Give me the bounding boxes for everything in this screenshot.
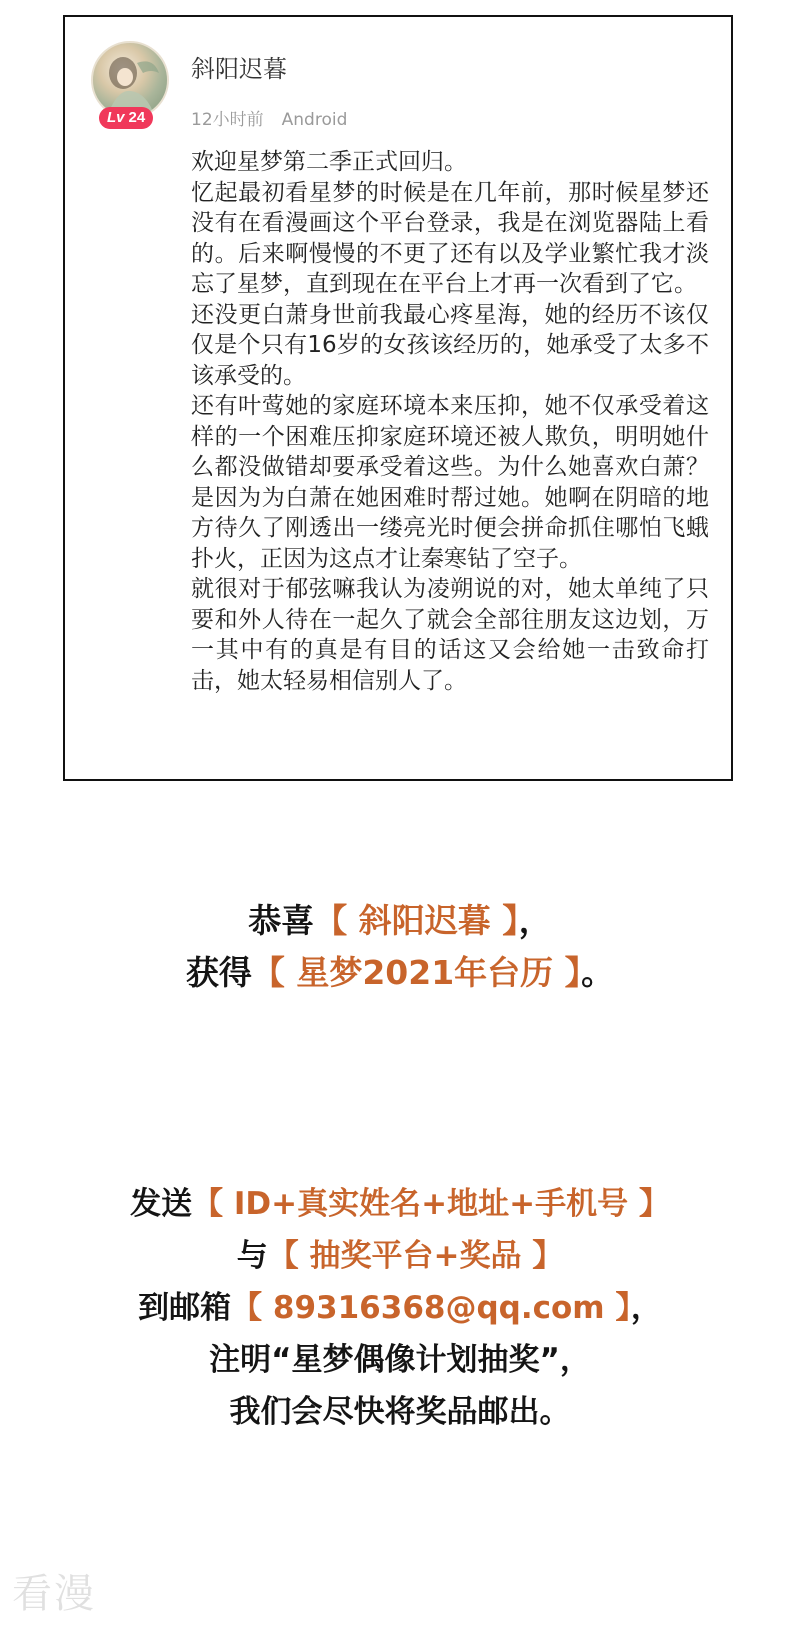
comment-paragraph: 欢迎星梦第二季正式回归。 [191, 149, 467, 175]
and-label: 与 [236, 1238, 268, 1274]
comment-paragraph: 忆起最初看星梦的时候是在几年前，那时候星梦还没有在看漫画这个平台登录，我是在浏览器陆上看的。后来啊慢慢的不更了还有以及学业繁忙我才淡忘了星梦，直到现在在平台上才再一次看到了它。 [191, 179, 709, 297]
congrats-prefix: 恭喜 [248, 901, 315, 940]
avatar-illustration [93, 43, 167, 117]
winner-name: 【 斜阳迟暮 】 [314, 901, 519, 940]
prize-punct: 。 [581, 953, 615, 992]
platform-prize-info: 【 抽奖平台+奖品 】 [267, 1238, 564, 1274]
comment-paragraph: 还没更白萧身世前我最心疼星海，她的经历不该仅仅是个只有16岁的女孩该经历的，她承受了太多不该承受的。 [191, 301, 709, 389]
avatar-container[interactable] [91, 41, 169, 126]
instruction-line-1 [0, 1178, 800, 1230]
comment-card [63, 15, 733, 781]
congrats-announcement [0, 895, 800, 999]
send-label: 发送 [130, 1186, 193, 1222]
level-number: 24 [128, 109, 146, 126]
level-prefix: Lv [107, 109, 125, 126]
comment-time: 12小时前 [191, 110, 264, 130]
comment-paragraph: 还有叶莺她的家庭环境本来压抑，她不仅承受着这样的一个困难压抑家庭环境还被人欺负，明明她什么都没做错却要承受着这些。为什么她喜欢白萧？是因为为白萧在她困难时帮过她。她啊在阴暗的地方待久了刚透出一缕亮光时便会拼命抓住哪怕飞蛾扑火，正因为这点才让秦寒钻了空子。 [191, 393, 709, 572]
required-info: 【 ID+真实姓名+地址+手机号 】 [192, 1186, 670, 1222]
prize-name: 【 星梦2021年台历 】 [251, 953, 582, 992]
instruction-line-2 [0, 1230, 800, 1282]
congrats-punct: ， [518, 901, 552, 940]
comment-meta [191, 105, 347, 130]
congrats-line-1 [0, 895, 800, 947]
prize-prefix: 获得 [185, 953, 252, 992]
level-badge [99, 107, 153, 129]
congrats-line-2 [0, 947, 800, 999]
comment-paragraph: 就很对于郁弦嘛我认为凌朔说的对，她太单纯了只要和外人待在一起久了就会全部往朋友这边划，万一其中有的真是有目的话这又会给她一击致命打击，她太轻易相信别人了。 [191, 576, 709, 694]
claim-instructions [0, 1178, 800, 1438]
instruction-line-4: 注明“星梦偶像计划抽奖”， [209, 1342, 591, 1378]
comment-username[interactable]: 斜阳迟暮 [191, 55, 287, 83]
email-label: 到邮箱 [138, 1290, 232, 1326]
watermark-logo: 看漫 [12, 1571, 96, 1617]
comment-device: Android [281, 110, 348, 130]
instruction-line-5: 我们会尽快将奖品邮出。 [229, 1394, 571, 1430]
email-punct: ， [630, 1290, 662, 1326]
instruction-line-3 [0, 1282, 800, 1334]
comment-body [191, 147, 709, 696]
email-address[interactable]: 【 89316368@qq.com 】 [231, 1290, 631, 1326]
